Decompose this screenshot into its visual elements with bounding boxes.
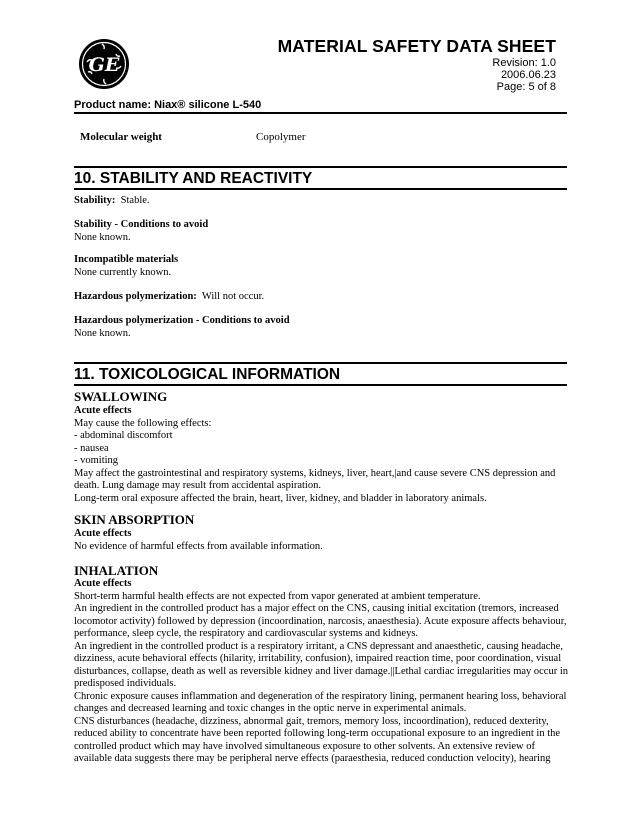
stability-conditions-label: Stability - Conditions to avoid (74, 219, 209, 230)
inhalation-acute-label: Acute effects (74, 578, 132, 589)
inhalation-line: predisposed individuals. (74, 678, 177, 689)
section11-title: 11. TOXICOLOGICAL INFORMATION (74, 366, 341, 383)
ge-logo-text: GE (88, 54, 120, 76)
swallowing-line: - nausea (74, 442, 109, 454)
skin-line: No evidence of harmful effects from available information. (74, 540, 323, 552)
inhalation-line: An ingredient in the controlled product has a major effect on the CNS, causing initial excitation (tremors, increased (74, 603, 559, 614)
inhalation-line: CNS disturbances (headache, dizziness, abnormal gait, tremors, memory loss, incoordination), reduced dexterity, (74, 715, 549, 727)
product-name: Product name: Niax® silicone L-540 (74, 99, 262, 111)
section11-top-rule (74, 362, 567, 364)
inhalation-line: Short-term harmful health effects are not expected from vapor generated at ambient temperature. (74, 590, 481, 602)
swallowing-line: May affect the gastrointestinal and respiratory systems, kidneys, liver, heart,|and cause severe CNS depression and (74, 467, 556, 479)
incompatible-materials (74, 254, 574, 279)
stability-label: Stability: (74, 195, 116, 206)
hazardous-polymerization-label: Hazardous polymerization: (74, 291, 197, 302)
skin-acute-label: Acute effects (74, 528, 132, 539)
swallowing-acute-label: Acute effects (74, 405, 132, 416)
skin-absorption-block (74, 528, 574, 553)
inhalation-line: An ingredient in the controlled product is a respiratory irritant, a CNS depressant and anaesthetic, causing headache, (74, 640, 563, 652)
revision-date: 2006.06.23 (500, 69, 556, 81)
molecular-weight-label: Molecular weight (80, 131, 162, 143)
inhalation-block (74, 578, 574, 766)
hazardous-polymerization (74, 291, 574, 304)
inhalation-line: performance, sleep cycle, the respiratory and cardiovascular systems and kidneys. (74, 628, 419, 639)
section10-top-rule (74, 166, 567, 168)
inhalation-line: available data suggests there may be peripheral nerve effects (paraesthesia, reduced conduction velocity), hearing (74, 753, 551, 764)
skin-absorption-heading: SKIN ABSORPTION (74, 512, 195, 527)
inhalation-line: changes and decreased learning and toxic changes in the optic nerve in experimental animals. (74, 703, 467, 714)
inhalation-line: controlled product which may have involved simultaneous exposure to other solvents. An extensive review of (74, 740, 536, 752)
hazardous-polymerization-conditions-label: Hazardous polymerization - Conditions to avoid (74, 315, 290, 326)
stability-conditions-value: None known. (74, 231, 131, 243)
incompatible-materials-label: Incompatible materials (74, 254, 179, 265)
swallowing-line: - abdominal discomfort (74, 430, 173, 441)
inhalation-line: disturbances, collapse, death as well as reversible kidney and liver damage.||Lethal cardiac irregularities may occur in (74, 665, 569, 677)
header-divider (74, 112, 567, 114)
inhalation-line: Chronic exposure causes inflammation and degeneration of the respiratory lining, permanent hearing loss, behavioral (74, 690, 567, 702)
stability-conditions (74, 219, 574, 244)
inhalation-line: dizziness, acute behavioral effects (hilarity, irritability, confusion), impaired reaction time, poor coordination, visual (74, 653, 562, 664)
swallowing-block (74, 405, 574, 505)
inhalation-line: locomotor activity) followed by depression (incoordination, narcosis, anaesthesia). Acute exposure affects behaviour, (74, 615, 567, 627)
incompatible-materials-value: None currently known. (74, 266, 172, 278)
inhalation-line: reduced ability to concentrate have been reported following long-term occupational exposure to an ingredient in the (74, 728, 561, 739)
ge-logo (78, 38, 130, 90)
swallowing-line: death. Lung damage may result from accidental aspiration. (74, 480, 321, 491)
document-title: MATERIAL SAFETY DATA SHEET (277, 36, 556, 56)
swallowing-line: May cause the following effects: (74, 417, 212, 429)
section10-bottom-rule (74, 188, 567, 190)
revision: Revision: 1.0 (492, 57, 556, 69)
swallowing-heading: SWALLOWING (74, 389, 168, 404)
page-number: Page: 5 of 8 (496, 81, 556, 93)
hazardous-polymerization-conditions (74, 315, 574, 340)
stability (74, 195, 574, 208)
swallowing-line: Long-term oral exposure affected the brain, heart, liver, kidney, and bladder in laboratory animals. (74, 492, 487, 504)
hazardous-polymerization-value: Will not occur. (201, 291, 265, 302)
section11-bottom-rule (74, 384, 567, 386)
inhalation-heading: INHALATION (74, 563, 159, 578)
swallowing-line: - vomiting (74, 455, 119, 466)
stability-value: Stable. (120, 195, 150, 206)
molecular-weight-value: Copolymer (256, 131, 306, 143)
hazardous-polymerization-conditions-value: None known. (74, 327, 131, 339)
section10-title: 10. STABILITY AND REACTIVITY (74, 170, 313, 187)
